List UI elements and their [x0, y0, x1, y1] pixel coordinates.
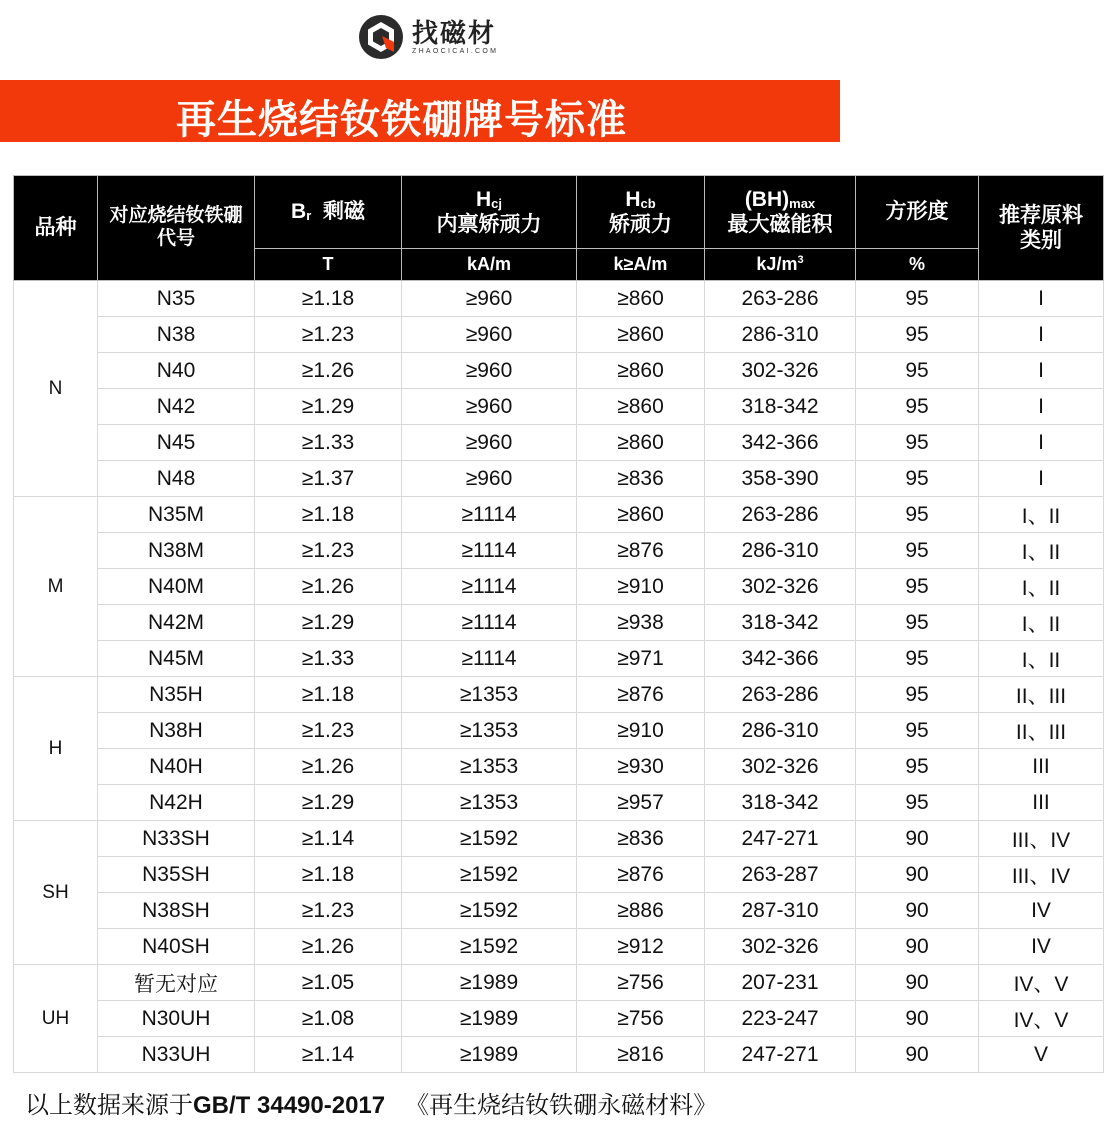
br-value: ≥1.23	[255, 893, 402, 929]
hcb-value: ≥860	[577, 353, 705, 389]
raw-material-class: II、III	[979, 713, 1104, 749]
grade-code: N33SH	[98, 821, 255, 857]
hcj-value: ≥1592	[402, 893, 577, 929]
bhmax-value: 263-286	[705, 281, 856, 317]
hcj-value: ≥960	[402, 281, 577, 317]
raw-material-class: III、IV	[979, 857, 1104, 893]
hcj-value: ≥1353	[402, 749, 577, 785]
hcb-value: ≥756	[577, 965, 705, 1001]
grade-code: N35H	[98, 677, 255, 713]
logo-text: 找磁材	[412, 17, 497, 48]
squareness-value: 95	[856, 605, 979, 641]
hcb-value: ≥910	[577, 569, 705, 605]
unit-hcj: kA/m	[402, 249, 577, 281]
br-value: ≥1.29	[255, 785, 402, 821]
bhmax-value: 263-287	[705, 857, 856, 893]
logo-icon	[358, 14, 404, 60]
hcj-value: ≥1989	[402, 1001, 577, 1037]
bhmax-value: 302-326	[705, 569, 856, 605]
hcb-value: ≥860	[577, 425, 705, 461]
raw-material-class: I、II	[979, 605, 1104, 641]
squareness-value: 90	[856, 1037, 979, 1073]
squareness-value: 95	[856, 533, 979, 569]
grade-code: N42H	[98, 785, 255, 821]
grade-code: N33UH	[98, 1037, 255, 1073]
squareness-value: 95	[856, 569, 979, 605]
squareness-value: 90	[856, 893, 979, 929]
br-value: ≥1.18	[255, 497, 402, 533]
table-row	[14, 281, 1104, 317]
unit-br: T	[255, 249, 402, 281]
raw-material-class: IV	[979, 893, 1104, 929]
br-value: ≥1.37	[255, 461, 402, 497]
bhmax-value: 223-247	[705, 1001, 856, 1037]
group-sh: SH	[14, 821, 98, 965]
grade-code: N40	[98, 353, 255, 389]
bhmax-value: 302-326	[705, 749, 856, 785]
header-hcb: $H_{cb}$ 矫顽力	[577, 176, 705, 249]
group-n: N	[14, 281, 98, 497]
grade-code: N45	[98, 425, 255, 461]
br-value: ≥1.33	[255, 425, 402, 461]
grade-code: N38H	[98, 713, 255, 749]
table-row	[14, 821, 1104, 857]
hcj-value: ≥1592	[402, 857, 577, 893]
bhmax-value: 286-310	[705, 317, 856, 353]
hcb-value: ≥860	[577, 389, 705, 425]
header-variety: 品种	[14, 176, 98, 281]
br-value: ≥1.14	[255, 821, 402, 857]
squareness-value: 90	[856, 929, 979, 965]
bhmax-value: 287-310	[705, 893, 856, 929]
bhmax-value: 263-286	[705, 497, 856, 533]
br-value: ≥1.29	[255, 389, 402, 425]
grade-code: 暂无对应	[98, 965, 255, 1001]
br-value: ≥1.26	[255, 569, 402, 605]
hcb-value: ≥836	[577, 821, 705, 857]
table-row	[14, 1037, 1104, 1073]
grade-code: N40H	[98, 749, 255, 785]
hcj-value: ≥1592	[402, 929, 577, 965]
grade-code: N30UH	[98, 1001, 255, 1037]
squareness-value: 95	[856, 425, 979, 461]
hcj-value: ≥1989	[402, 965, 577, 1001]
hcb-value: ≥971	[577, 641, 705, 677]
table-row	[14, 1001, 1104, 1037]
bhmax-value: 302-326	[705, 353, 856, 389]
grade-code: N48	[98, 461, 255, 497]
hcj-value: ≥1114	[402, 497, 577, 533]
raw-material-class: I、II	[979, 533, 1104, 569]
table-row	[14, 857, 1104, 893]
table-row	[14, 353, 1104, 389]
hcj-value: ≥960	[402, 425, 577, 461]
hcj-value: ≥960	[402, 353, 577, 389]
bhmax-value: 318-342	[705, 389, 856, 425]
br-value: ≥1.23	[255, 533, 402, 569]
raw-material-class: I	[979, 461, 1104, 497]
squareness-value: 95	[856, 641, 979, 677]
grade-code: N42	[98, 389, 255, 425]
hcb-value: ≥912	[577, 929, 705, 965]
header-squareness: 方形度	[856, 176, 979, 249]
bhmax-value: 286-310	[705, 713, 856, 749]
hcj-value: ≥960	[402, 461, 577, 497]
hcb-value: ≥860	[577, 317, 705, 353]
squareness-value: 95	[856, 497, 979, 533]
grade-code: N42M	[98, 605, 255, 641]
hcb-value: ≥876	[577, 533, 705, 569]
hcb-value: ≥938	[577, 605, 705, 641]
bhmax-value: 286-310	[705, 533, 856, 569]
table-row	[14, 713, 1104, 749]
grade-code: N40M	[98, 569, 255, 605]
raw-material-class: I	[979, 317, 1104, 353]
table-row	[14, 461, 1104, 497]
hcb-value: ≥836	[577, 461, 705, 497]
hcj-value: ≥960	[402, 317, 577, 353]
hcj-value: ≥1353	[402, 713, 577, 749]
grade-table	[13, 175, 1104, 1073]
hcb-value: ≥930	[577, 749, 705, 785]
table-row	[14, 785, 1104, 821]
logo	[358, 14, 498, 60]
raw-material-class: II、III	[979, 677, 1104, 713]
squareness-value: 90	[856, 857, 979, 893]
bhmax-value: 247-271	[705, 821, 856, 857]
header-code: 对应烧结钕铁硼 代号	[98, 176, 255, 281]
table-row	[14, 497, 1104, 533]
br-value: ≥1.26	[255, 353, 402, 389]
header-br: $B_r$ 剩磁	[255, 176, 402, 249]
br-value: ≥1.33	[255, 641, 402, 677]
grade-code: N38SH	[98, 893, 255, 929]
raw-material-class: I	[979, 425, 1104, 461]
br-value: ≥1.26	[255, 929, 402, 965]
table-row	[14, 389, 1104, 425]
header-bhmax: $(BH)_{max}$ 最大磁能积	[705, 176, 856, 249]
unit-bhmax: $kJ/m^3$	[705, 249, 856, 281]
table-row	[14, 641, 1104, 677]
bhmax-value: 342-366	[705, 425, 856, 461]
raw-material-class: I	[979, 389, 1104, 425]
grade-code: N35M	[98, 497, 255, 533]
squareness-value: 95	[856, 281, 979, 317]
raw-material-class: V	[979, 1037, 1104, 1073]
hcb-value: ≥876	[577, 857, 705, 893]
table-row	[14, 893, 1104, 929]
br-value: ≥1.23	[255, 317, 402, 353]
hcb-value: ≥756	[577, 1001, 705, 1037]
raw-material-class: IV、V	[979, 965, 1104, 1001]
source-note: 以上数据来源于GB/T 34490-2017 《再生烧结钕铁硼永磁材料》	[25, 1092, 718, 1119]
raw-material-class: I、II	[979, 497, 1104, 533]
hcj-value: ≥1592	[402, 821, 577, 857]
raw-material-class: III	[979, 785, 1104, 821]
hcb-value: ≥860	[577, 281, 705, 317]
raw-material-class: III	[979, 749, 1104, 785]
table-row	[14, 533, 1104, 569]
bhmax-value: 342-366	[705, 641, 856, 677]
br-value: ≥1.29	[255, 605, 402, 641]
br-value: ≥1.18	[255, 677, 402, 713]
hcb-value: ≥886	[577, 893, 705, 929]
table-row	[14, 317, 1104, 353]
unit-hcb: k≥A/m	[577, 249, 705, 281]
grade-code: N40SH	[98, 929, 255, 965]
table-row	[14, 677, 1104, 713]
unit-squareness: %	[856, 249, 979, 281]
bhmax-value: 263-286	[705, 677, 856, 713]
squareness-value: 95	[856, 389, 979, 425]
squareness-value: 90	[856, 1001, 979, 1037]
hcb-value: ≥957	[577, 785, 705, 821]
raw-material-class: III、IV	[979, 821, 1104, 857]
bhmax-value: 302-326	[705, 929, 856, 965]
raw-material-class: I、II	[979, 569, 1104, 605]
group-uh: UH	[14, 965, 98, 1073]
squareness-value: 95	[856, 677, 979, 713]
raw-material-class: I	[979, 353, 1104, 389]
squareness-value: 95	[856, 785, 979, 821]
table-row	[14, 929, 1104, 965]
grade-code: N35	[98, 281, 255, 317]
raw-material-class: I、II	[979, 641, 1104, 677]
grade-code: N38	[98, 317, 255, 353]
br-value: ≥1.18	[255, 281, 402, 317]
hcb-value: ≥876	[577, 677, 705, 713]
hcj-value: ≥1353	[402, 677, 577, 713]
bhmax-value: 318-342	[705, 785, 856, 821]
header-hcj: $H_{cj}$ 内禀矫顽力	[402, 176, 577, 249]
hcj-value: ≥1989	[402, 1037, 577, 1073]
group-h: H	[14, 677, 98, 821]
table-row	[14, 425, 1104, 461]
squareness-value: 90	[856, 821, 979, 857]
squareness-value: 95	[856, 317, 979, 353]
squareness-value: 95	[856, 749, 979, 785]
br-value: ≥1.18	[255, 857, 402, 893]
table-row	[14, 569, 1104, 605]
grade-code: N35SH	[98, 857, 255, 893]
bhmax-value: 318-342	[705, 605, 856, 641]
title-banner	[0, 80, 840, 142]
hcb-value: ≥910	[577, 713, 705, 749]
hcj-value: ≥960	[402, 389, 577, 425]
logo-domain: ZHAOCICAI.COM	[412, 47, 499, 55]
hcb-value: ≥816	[577, 1037, 705, 1073]
table-row	[14, 605, 1104, 641]
hcj-value: ≥1353	[402, 785, 577, 821]
raw-material-class: I	[979, 281, 1104, 317]
grade-code: N45M	[98, 641, 255, 677]
hcb-value: ≥860	[577, 497, 705, 533]
raw-material-class: IV、V	[979, 1001, 1104, 1037]
squareness-value: 95	[856, 713, 979, 749]
table-row	[14, 965, 1104, 1001]
br-value: ≥1.23	[255, 713, 402, 749]
raw-material-class: IV	[979, 929, 1104, 965]
squareness-value: 95	[856, 461, 979, 497]
squareness-value: 90	[856, 965, 979, 1001]
bhmax-value: 358-390	[705, 461, 856, 497]
group-m: M	[14, 497, 98, 677]
hcj-value: ≥1114	[402, 641, 577, 677]
br-value: ≥1.14	[255, 1037, 402, 1073]
br-value: ≥1.26	[255, 749, 402, 785]
hcj-value: ≥1114	[402, 569, 577, 605]
br-value: ≥1.08	[255, 1001, 402, 1037]
header-raw-material: 推荐原料 类别	[979, 176, 1104, 281]
squareness-value: 95	[856, 353, 979, 389]
bhmax-value: 247-271	[705, 1037, 856, 1073]
hcj-value: ≥1114	[402, 605, 577, 641]
grade-code: N38M	[98, 533, 255, 569]
hcj-value: ≥1114	[402, 533, 577, 569]
bhmax-value: 207-231	[705, 965, 856, 1001]
table-row	[14, 749, 1104, 785]
page-title: 再生烧结钕铁硼牌号标准	[176, 98, 627, 142]
br-value: ≥1.05	[255, 965, 402, 1001]
